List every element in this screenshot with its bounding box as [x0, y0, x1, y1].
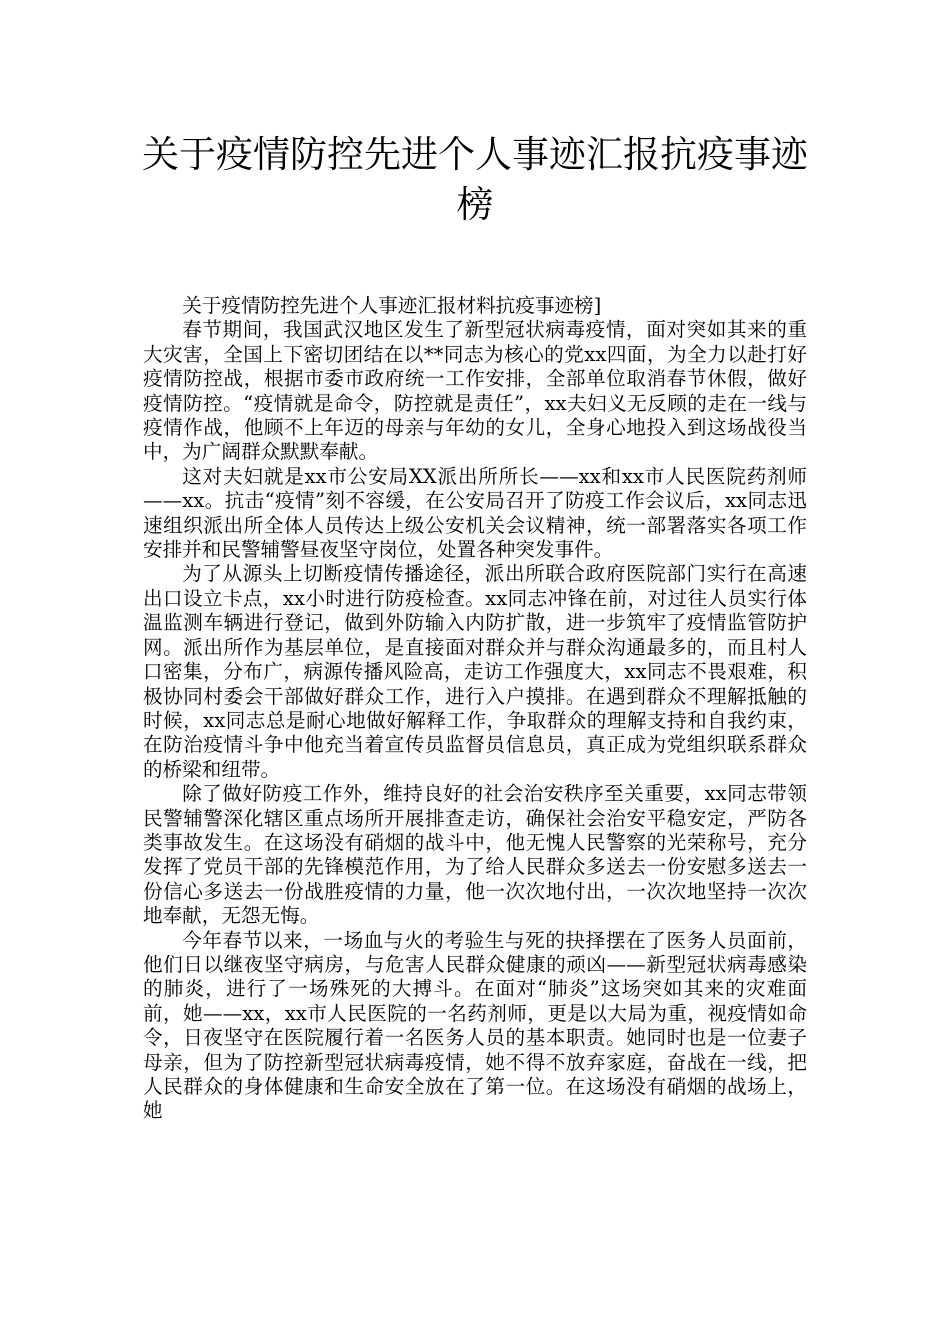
- paragraph: 除了做好防疫工作外，维持良好的社会治安秩序至关重要，xx同志带领民警辅警深化辖区重点场所开展排查走访，确保社会治安平稳安定，严防各类事故发生。在这场没有硝烟的战斗中，他无愧人民警察的光荣称号，充分发挥了党员干部的先锋模范作用，为了给人民群众多送去一份安慰多送去一份信心多送去一份战胜疫情的力量，他一次次地付出，一次次地坚持一次次地奉献，无怨无悔。: [143, 782, 807, 928]
- paragraph: 今年春节以来，一场血与火的考验生与死的抉择摆在了医务人员面前，他们日以继夜坚守病房，与危害人民群众健康的顽凶——新型冠状病毒感染的肺炎，进行了一场殊死的大搏斗。在面对“肺炎”这场突如其来的灾难面前，她——xx，xx市人民医院的一名药剂师，更是以大局为重，视疫情如命令，日夜坚守在医院履行着一名医务人员的基本职责。她同时也是一位妻子母亲，但为了防控新型冠状病毒疫情，她不得不放弃家庭，奋战在一线，把人民群众的身体健康和生命安全放在了第一位。在这场没有硝烟的战场上，她: [143, 928, 807, 1123]
- paragraph: 春节期间，我国武汉地区发生了新型冠状病毒疫情，面对突如其来的重大灾害，全国上下密切团结在以**同志为核心的党xx四面，为全力以赴打好疫情防控战，根据市委市政府统一工作安排，全部单位取消春节休假，做好疫情防控。“疫情就是命令，防控就是责任”，xx夫妇义无反顾的走在一线与疫情作战，他顾不上年迈的母亲与年幼的女儿，全身心地投入到这场战役当中，为广阔群众默默奉献。: [143, 318, 807, 464]
- document-subtitle: 关于疫情防控先进个人事迹汇报材料抗疫事迹榜]: [182, 294, 602, 317]
- document-title: 关于疫情防控先进个人事迹汇报抗疫事迹榜: [142, 133, 808, 226]
- paragraph: 为了从源头上切断疫情传播途径，派出所联合政府医院部门实行在高速出口设立卡点，xx小时进行防疫检查。xx同志冲锋在前，对过往人员实行体温监测车辆进行登记，做到外防输入内防扩散，进一步筑牢了疫情监管防护网。派出所作为基层单位，是直接面对群众并与群众沟通最多的，而且村人口密集，分布广，病源传播风险高，走访工作强度大，xx同志不畏艰难，积极协同村委会干部做好群众工作，进行入户摸排。在遇到群众不理解抵触的时候，xx同志总是耐心地做好解释工作，争取群众的理解支持和自我约束，在防治疫情斗争中他充当着宣传员监督员信息员，真正成为党组织联系群众的桥梁和纽带。: [143, 562, 807, 781]
- document-body: [143, 294, 807, 1124]
- paragraph: 这对夫妇就是xx市公安局XX派出所所长——xx和xx市人民医院药剂师——xx。抗击“疫情”刻不容缓，在公安局召开了防疫工作会议后，xx同志迅速组织派出所全体人员传达上级公安机关会议精神，统一部署落实各项工作安排并和民警辅警昼夜坚守岗位，处置各种突发事件。: [143, 464, 807, 562]
